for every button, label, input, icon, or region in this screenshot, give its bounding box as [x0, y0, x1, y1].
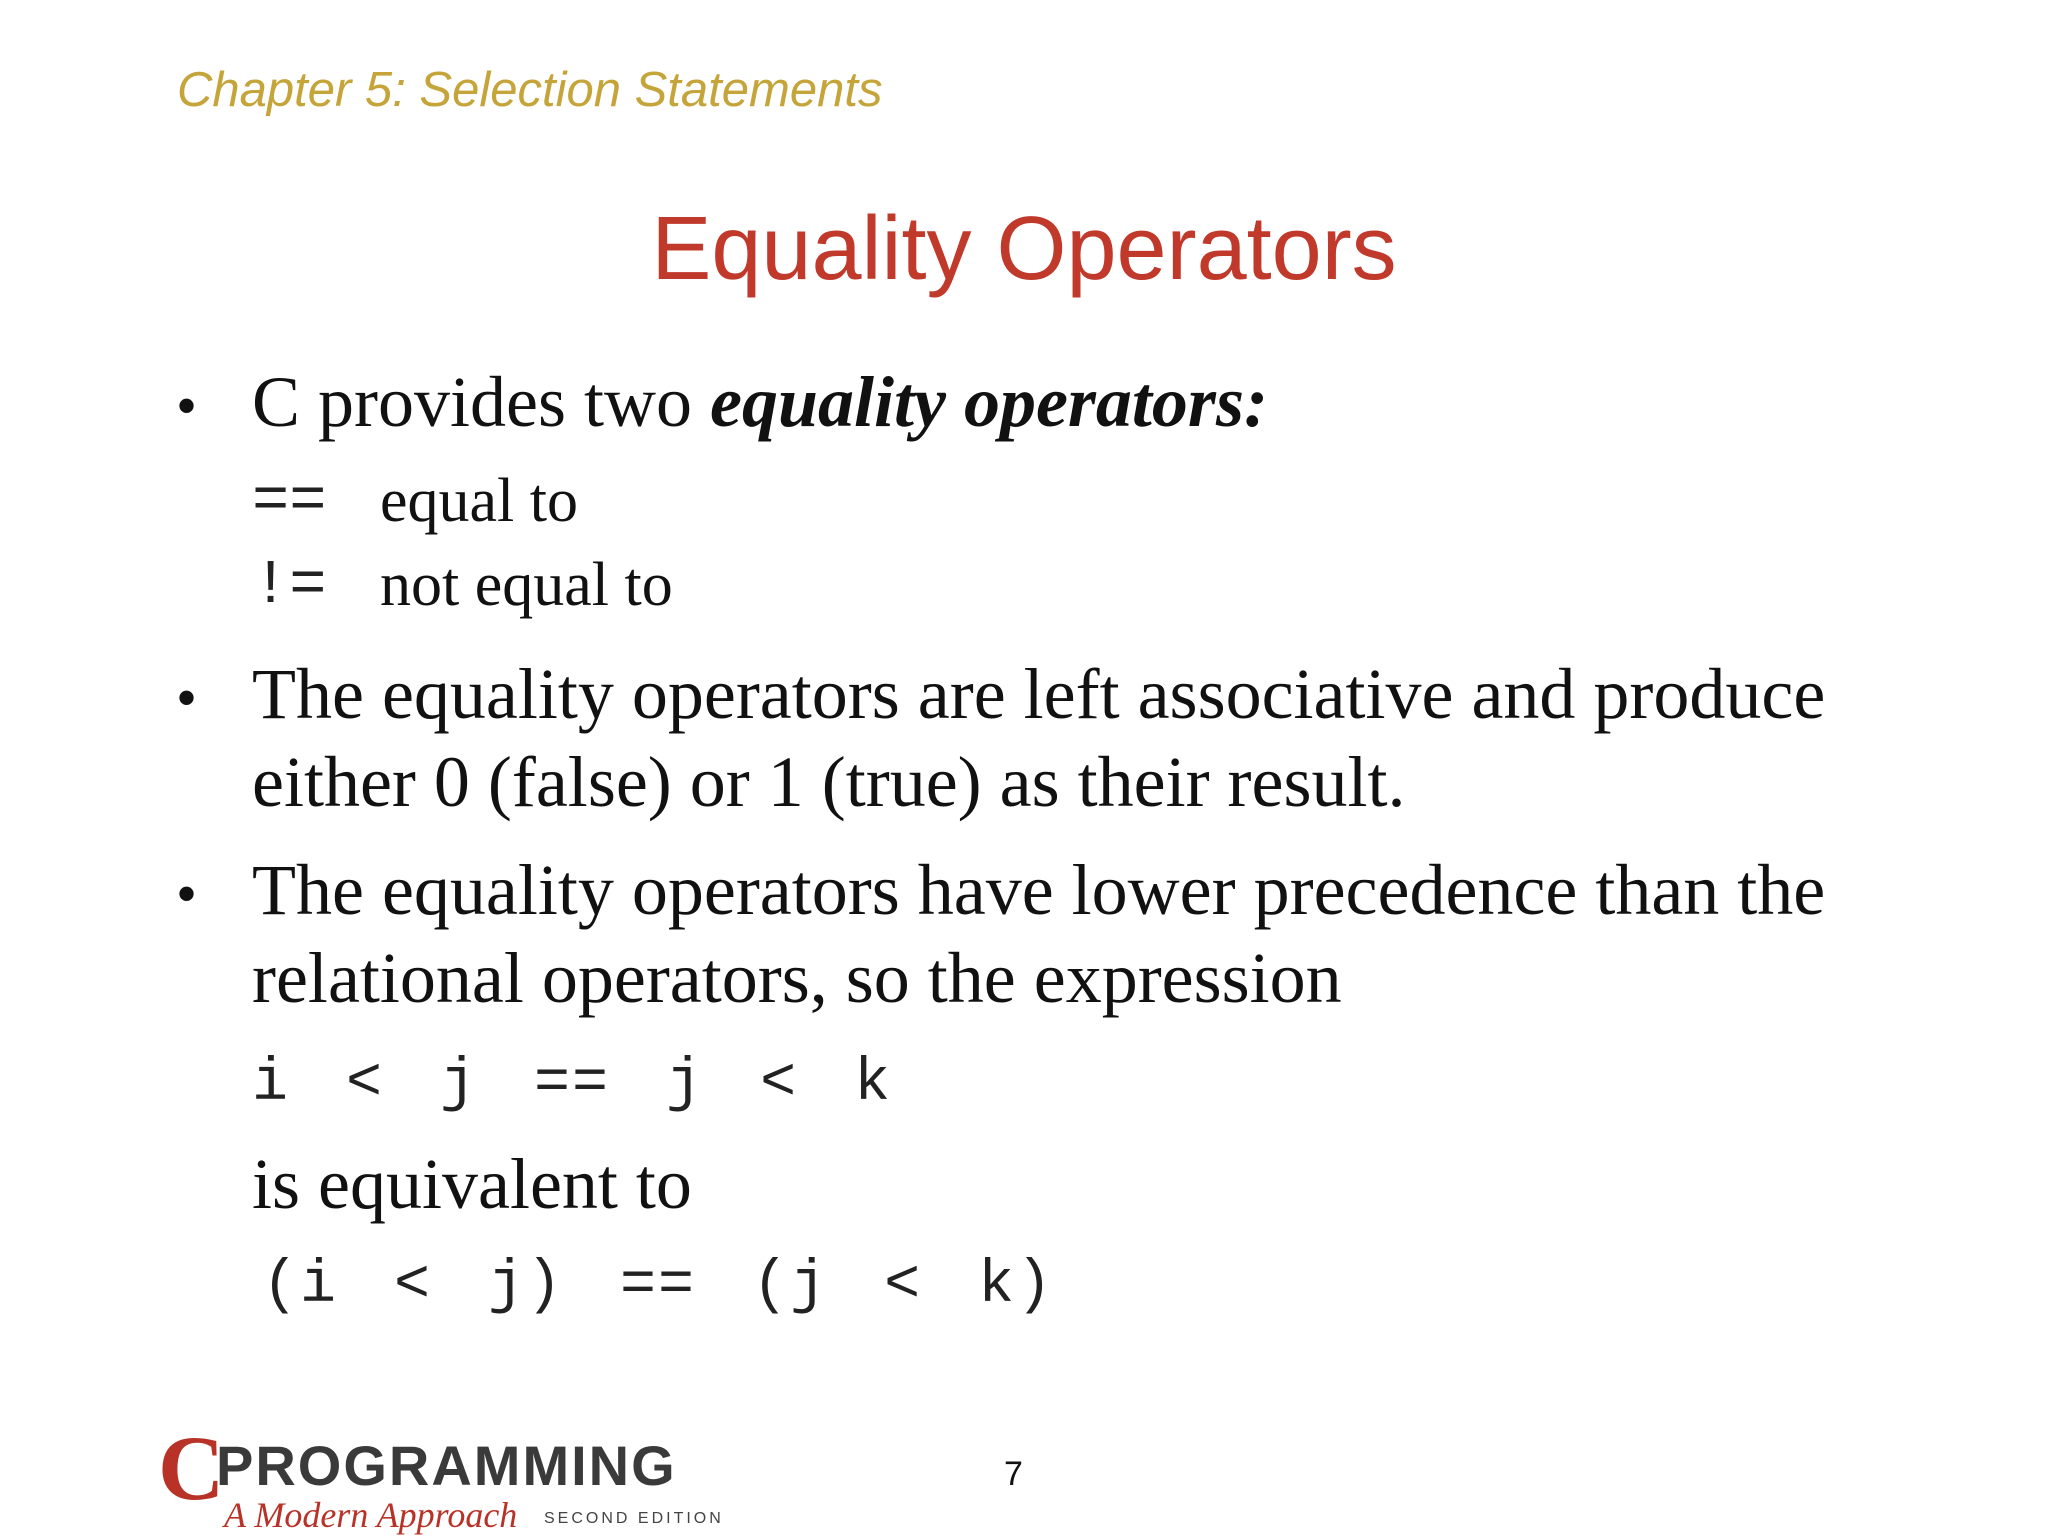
chapter-header: Chapter 5: Selection Statements [177, 63, 883, 117]
bullet-marker-3: • [176, 861, 198, 927]
bullet-2-line-2: either 0 (false) or 1 (true) as their result. [252, 742, 1406, 822]
operator-equal-symbol: == [252, 466, 327, 537]
bullet-marker-2: • [176, 665, 198, 731]
logo-programming-word: PROGRAMMING [216, 1434, 677, 1497]
bullet-1-emphasis: equality operators: [709, 362, 1268, 442]
logo-edition: SECOND EDITION [544, 1510, 724, 1527]
bullet-3-line-2: relational operators, so the expression [252, 938, 1342, 1018]
logo-c-letter: C [158, 1417, 223, 1519]
bullet-3-line-1: The equality operators have lower precedence than the [252, 850, 1826, 930]
bullet-marker-1: • [176, 373, 198, 439]
code-expression-1: i < j == j < k [252, 1050, 893, 1118]
bullet-1-text [252, 358, 1268, 446]
code-expression-2: (i < j) == (j < k) [262, 1252, 1055, 1320]
book-logo [158, 1417, 758, 1535]
slide-title: Equality Operators [651, 199, 1397, 299]
operator-not-equal-symbol: != [252, 550, 327, 621]
operator-not-equal-meaning: not equal to [380, 551, 673, 619]
operator-equal-meaning: equal to [380, 467, 578, 535]
bullet-1-prefix: C provides two [252, 362, 710, 442]
bullet-2-line-1: The equality operators are left associative and produce [252, 654, 1826, 734]
page-number: 7 [1004, 1455, 1023, 1493]
equivalence-text: is equivalent to [252, 1144, 692, 1224]
logo-subtitle: A Modern Approach [224, 1495, 518, 1535]
